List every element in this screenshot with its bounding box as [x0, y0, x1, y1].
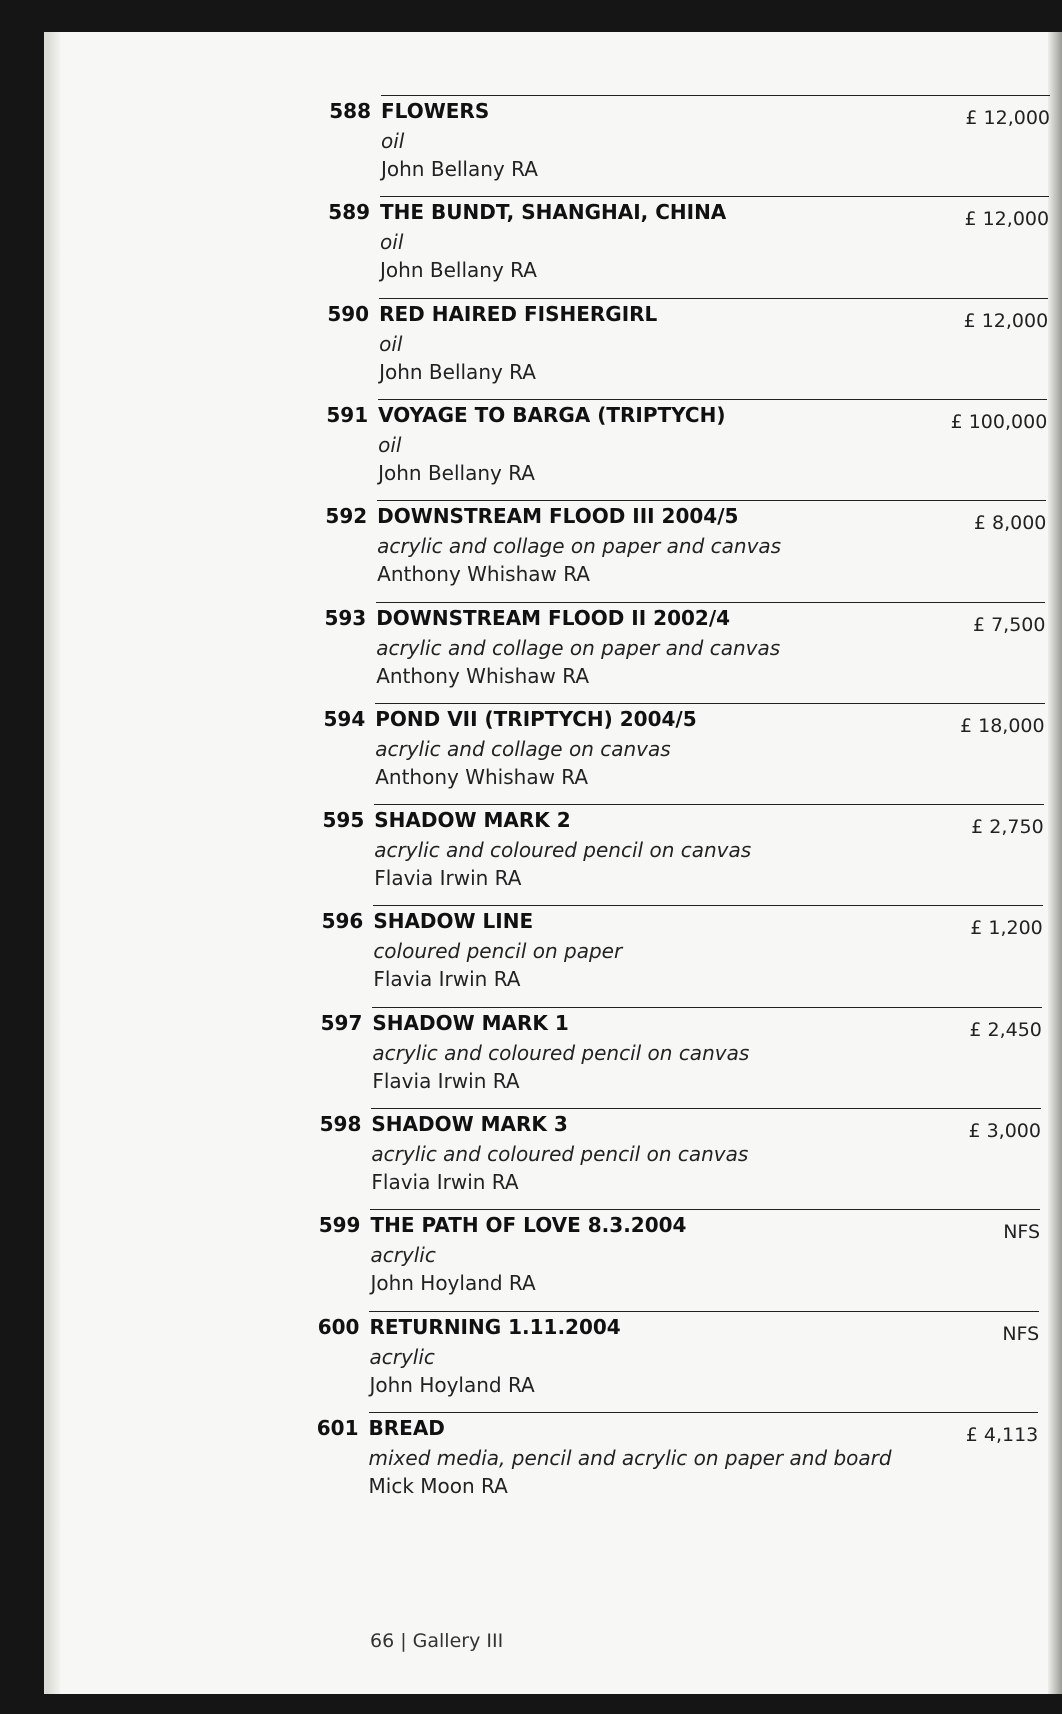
entry-title: THE PATH OF LOVE 8.3.2004	[370, 1213, 687, 1238]
entry-divider	[369, 1311, 1039, 1312]
entry-medium: oil	[379, 331, 403, 356]
entry-price: £ 2,750	[971, 816, 1044, 839]
entry-price: £ 7,500	[972, 613, 1046, 636]
entry-title: RETURNING 1.11.2004	[369, 1314, 621, 1339]
entry-price: £ 3,000	[968, 1120, 1041, 1142]
entry-price: £ 12,000	[964, 208, 1050, 231]
page-left-edge	[46, 32, 60, 1694]
entry-number: 593	[324, 605, 367, 630]
entry-artist: John Bellany RA	[379, 359, 536, 384]
entry-artist: Flavia Irwin RA	[371, 1170, 519, 1194]
entry-title: FLOWERS	[381, 99, 490, 123]
entry-divider	[374, 804, 1043, 805]
entry-title: DOWNSTREAM FLOOD III 2004/5	[377, 504, 739, 529]
entry-price: NFS	[1003, 1221, 1041, 1244]
entry-medium: acrylic	[369, 1344, 435, 1369]
entry-number: 597	[320, 1010, 363, 1035]
entry-number: 594	[323, 706, 366, 731]
entry-number: 598	[319, 1112, 362, 1136]
catalogue-entry	[322, 804, 1044, 898]
catalogue-entry	[328, 196, 1050, 290]
entry-medium: acrylic and collage on canvas	[375, 736, 671, 761]
entry-price: £ 4,113	[965, 1423, 1039, 1446]
entry-price: £ 1,200	[970, 917, 1043, 940]
entry-price: NFS	[1002, 1322, 1040, 1345]
entry-price: £ 100,000	[950, 410, 1048, 433]
entry-divider	[369, 1412, 1039, 1413]
catalogue-entry	[323, 703, 1045, 797]
entry-medium: acrylic and coloured pencil on canvas	[372, 1040, 750, 1065]
entry-title: SHADOW MARK 3	[371, 1112, 568, 1136]
entry-title: VOYAGE TO BARGA (TRIPTYCH)	[378, 402, 726, 427]
entry-divider	[373, 905, 1042, 906]
entry-divider	[370, 1209, 1040, 1210]
entry-medium: acrylic and coloured pencil on canvas	[371, 1142, 749, 1166]
entry-divider	[380, 196, 1049, 197]
entry-title: SHADOW MARK 1	[372, 1010, 569, 1035]
entry-title: SHADOW LINE	[373, 909, 534, 934]
entry-number: 590	[327, 301, 370, 326]
catalogue-entry	[320, 1007, 1042, 1101]
entry-artist: Mick Moon RA	[368, 1473, 508, 1498]
entry-number: 592	[325, 504, 368, 529]
entry-divider	[376, 602, 1045, 603]
entry-title: DOWNSTREAM FLOOD II 2002/4	[376, 605, 731, 630]
entry-medium: mixed media, pencil and acrylic on paper and board	[368, 1445, 892, 1470]
entry-divider	[379, 298, 1048, 299]
entry-medium: oil	[380, 230, 404, 255]
entry-number: 600	[317, 1314, 360, 1339]
catalogue-entry	[316, 1412, 1039, 1506]
entry-number: 599	[318, 1213, 361, 1238]
entry-artist: John Bellany RA	[380, 258, 537, 283]
catalogue-entry	[321, 905, 1043, 999]
entry-number: 596	[321, 909, 364, 934]
page-footer: 66 | Gallery III	[370, 1630, 504, 1652]
entry-artist: Flavia Irwin RA	[372, 1068, 520, 1093]
catalogue-entry	[317, 1311, 1040, 1405]
entry-divider	[375, 703, 1044, 704]
catalogue-entry	[324, 602, 1046, 696]
entry-medium: acrylic and collage on paper and canvas	[377, 534, 782, 559]
entry-medium: oil	[378, 432, 402, 457]
entry-artist: Flavia Irwin RA	[373, 967, 521, 992]
entry-divider	[371, 1108, 1041, 1109]
entry-title: POND VII (TRIPTYCH) 2004/5	[375, 706, 697, 731]
entry-artist: John Hoyland RA	[370, 1271, 536, 1296]
entry-artist: Anthony Whishaw RA	[377, 562, 590, 587]
entry-medium: acrylic and coloured pencil on canvas	[374, 838, 752, 863]
entry-artist: John Hoyland RA	[369, 1372, 535, 1397]
entry-medium: acrylic and collage on paper and canvas	[376, 635, 781, 660]
entry-number: 601	[316, 1415, 359, 1440]
entry-divider	[381, 95, 1050, 96]
entry-title: THE BUNDT, SHANGHAI, CHINA	[380, 200, 727, 225]
catalogue-entry	[318, 1209, 1041, 1303]
entry-artist: Anthony Whishaw RA	[375, 764, 589, 789]
entry-artist: Flavia Irwin RA	[374, 866, 522, 891]
entry-number: 589	[328, 200, 371, 225]
entry-number: 591	[326, 402, 369, 427]
entry-artist: Anthony Whishaw RA	[376, 663, 590, 688]
entry-title: SHADOW MARK 2	[374, 808, 571, 833]
entry-number: 595	[322, 808, 365, 833]
entry-price: £ 18,000	[959, 714, 1045, 737]
catalogue-entry	[326, 399, 1048, 493]
entry-divider	[377, 500, 1046, 501]
entry-number: 588	[329, 99, 371, 123]
entry-price: £ 8,000	[973, 512, 1047, 535]
entry-price: £ 12,000	[963, 309, 1049, 332]
entry-medium: coloured pencil on paper	[373, 939, 623, 964]
catalogue-entry	[325, 500, 1047, 594]
catalogue-entry	[319, 1108, 1041, 1202]
entry-divider	[378, 399, 1047, 400]
page-right-edge	[1048, 32, 1062, 1694]
entry-title: RED HAIRED FISHERGIRL	[379, 301, 658, 326]
entry-medium: oil	[381, 129, 405, 153]
entry-artist: John Bellany RA	[378, 460, 535, 485]
entry-price: £ 12,000	[965, 107, 1050, 129]
entry-price: £ 2,450	[969, 1018, 1042, 1041]
entry-divider	[372, 1007, 1042, 1008]
catalogue-entry	[329, 95, 1050, 189]
entry-medium: acrylic	[370, 1243, 436, 1268]
entry-title: BREAD	[368, 1415, 445, 1440]
entry-artist: John Bellany RA	[381, 157, 538, 181]
catalogue-entry	[327, 298, 1049, 392]
